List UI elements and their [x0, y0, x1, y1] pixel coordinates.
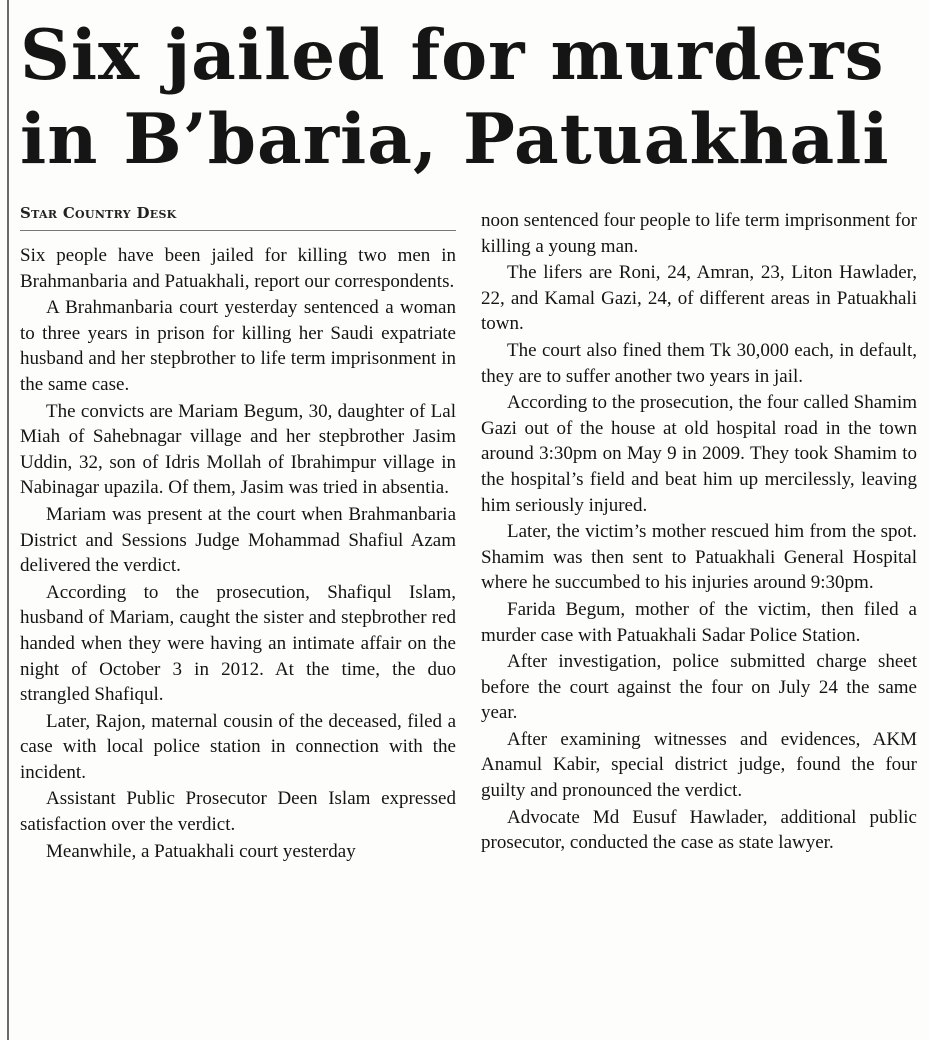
headline: [20, 14, 920, 182]
paragraph: The lifers are Roni, 24, Amran, 23, Liton Hawlader, 22, and Kamal Gazi, 24, of different areas in Patuakhali town.: [481, 262, 917, 335]
headline-line-2: in B’baria, Patuakhali: [20, 99, 890, 180]
paragraph: Six people have been jailed for killing two men in Brahmanbaria and Patuakhali, report our correspondents.: [20, 245, 456, 292]
column-rule: [7, 0, 9, 1040]
paragraph: The convicts are Mariam Begum, 30, daughter of Lal Miah of Sahebnagar village and her stepbrother Jasim Uddin, 32, son of Idris Mollah of Ibrahimpur village in Nabinagar upazila. Of them, Jasim was tried in absentia.: [20, 400, 456, 499]
article-column-right: [481, 208, 917, 856]
paragraph: Later, Rajon, maternal cousin of the deceased, filed a case with local police station in connection with the incident.: [20, 710, 456, 783]
paragraph: After investigation, police submitted charge sheet before the court against the four on July 24 the same year.: [481, 651, 917, 724]
paragraph: Mariam was present at the court when Brahmanbaria District and Sessions Judge Mohammad Shafiul Azam delivered the verdict.: [20, 503, 456, 577]
byline: Star Country Desk: [20, 204, 177, 222]
paragraph: A Brahmanbaria court yesterday sentenced a woman to three years in prison for killing her Saudi expatriate husband and her stepbrother to life term imprisonment in the same case.: [20, 297, 456, 395]
headline-line-1: Six jailed for murders: [20, 15, 885, 96]
paragraph: According to the prosecution, the four called Shamim Gazi out of the house at old hospital road in the town around 3:30pm on May 9 in 2009. They took Shamim to the hospital’s field and beat him up mercilessly, leaving him seriously injured.: [481, 392, 917, 516]
paragraph: The court also fined them Tk 30,000 each, in default, they are to suffer another two years in jail.: [481, 339, 917, 387]
paragraph: Meanwhile, a Patuakhali court yesterday: [46, 840, 356, 862]
paragraph: Advocate Md Eusuf Hawlader, additional public prosecutor, conducted the case as state lawyer.: [481, 806, 917, 854]
paragraph: After examining witnesses and evidences, AKM Anamul Kabir, special district judge, found the four guilty and pronounced the verdict.: [481, 728, 917, 802]
article-column-left: [20, 243, 456, 864]
paragraph: Later, the victim’s mother rescued him from the spot. Shamim was then sent to Patuakhali General Hospital where he succumbed to his injuries around 9:30pm.: [481, 521, 917, 594]
paragraph: Assistant Public Prosecutor Deen Islam expressed satisfaction over the verdict.: [20, 788, 456, 836]
paragraph: According to the prosecution, Shafiqul Islam, husband of Mariam, caught the sister and stepbrother red handed when they were having an intimate affair on the night of October 3 in 2012. At the time, the duo strangled Shafiqul.: [20, 581, 456, 706]
paragraph: noon sentenced four people to life term imprisonment for killing a young man.: [481, 210, 917, 257]
byline-divider: [20, 230, 456, 231]
paragraph: Farida Begum, mother of the victim, then filed a murder case with Patuakhali Sadar Police Station.: [481, 598, 917, 646]
